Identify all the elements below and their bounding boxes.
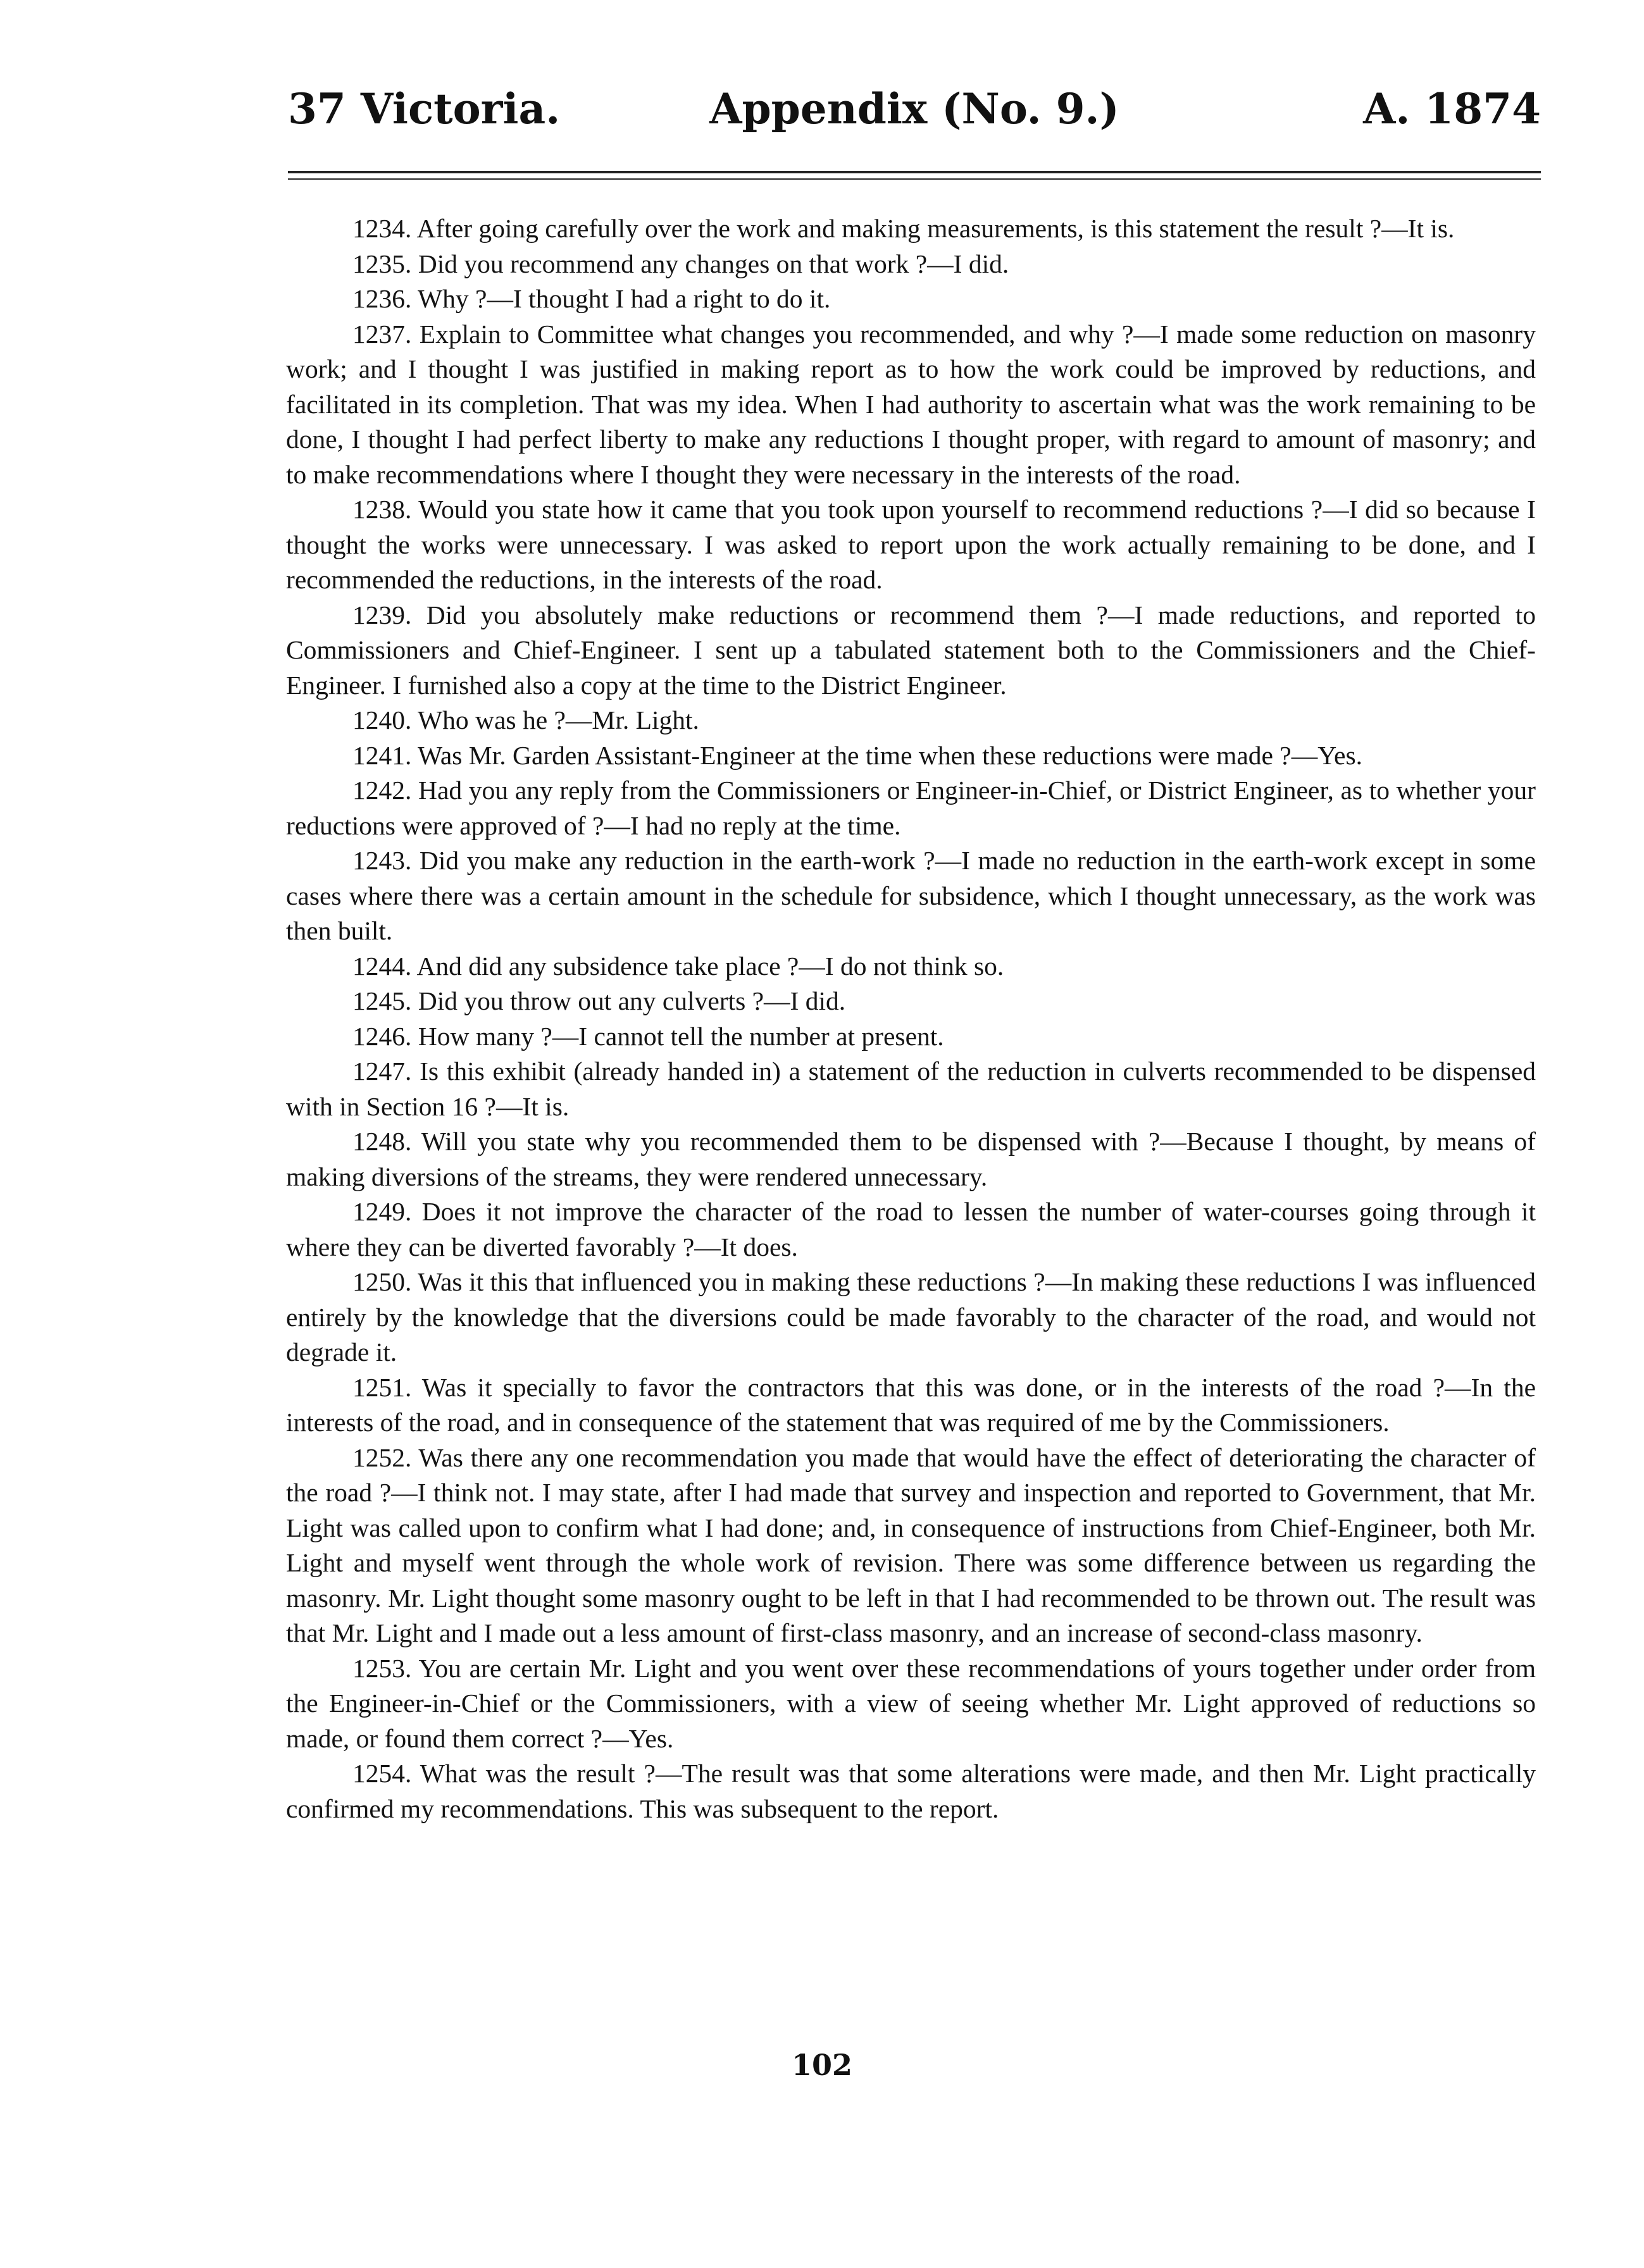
paragraph: 1245. Did you throw out any culverts ?—I did. [352,986,846,1015]
page-number: 102 [791,2048,853,2082]
header-appendix: Appendix (No. 9.) [709,84,1119,133]
paragraph: 1242. Had you any reply from the Commissioners or Engineer-in-Chief, or District Engineer, as to whether your reductions were approved of ?—I had no reply at the time. [286,776,1536,840]
page-header [288,84,1541,134]
header-rule-thin [288,178,1541,180]
paragraph: 1254. What was the result ?—The result was that some alterations were made, and then Mr. Light practically confirmed my recommendations. This was subsequent to the report. [286,1759,1536,1823]
paragraph: 1240. Who was he ?—Mr. Light. [352,705,699,734]
paragraph: 1253. You are certain Mr. Light and you went over these recommendations of yours together under order from the Engineer-in-Chief or the Commissioners, with a view of seeing whether Mr. Light approved of reductions so made, or found them correct ?—Yes. [286,1653,1536,1753]
paragraph: 1244. And did any subsidence take place ?—I do not think so. [352,951,1004,981]
paragraph: 1237. Explain to Committee what changes you recommended, and why ?—I made some reduction on masonry work; and I thought I was justified in making report as to how the work could be improved by reductions, and facilitated in its completion. That was my idea. When I had authority to ascertain what was the work remaining to be done, I thought I had perfect liberty to make any reductions I thought proper, with regard to amount of masonry; and to make recommendations where I thought they were necessary in the interests of the road. [286,319,1536,489]
paragraph: 1247. Is this exhibit (already handed in) a statement of the reduction in culverts recommended to be dispensed with in Section 16 ?—It is. [286,1057,1536,1121]
header-session: 37 Victoria. [288,84,561,133]
paragraph: 1252. Was there any one recommendation you made that would have the effect of deteriorating the character of the road ?—I think not. I may state, after I had made that survey and inspection and reported to Government, that Mr. Light was called upon to confirm what I had done; and, in consequence of instructions from Chief-Engineer, both Mr. Light and myself went through the whole work of revision. There was some difference between us regarding the masonry. Mr. Light thought some masonry ought to be left in that I had recommended to be thrown out. The result was that Mr. Light and I made out a less amount of first-class masonry, and an increase of second-class masonry. [286,1442,1536,1647]
paragraph: 1239. Did you absolutely make reductions or recommend them ?—I made reductions, and reported to Commissioners and Chief-Engineer. I sent up a tabulated statement both to the Commissioners and the Chief-Engineer. I furnished also a copy at the time to the District Engineer. [286,600,1536,700]
paragraph: 1248. Will you state why you recommended them to be dispensed with ?—Because I thought, by means of making diversions of the streams, they were rendered unnecessary. [286,1127,1536,1191]
paragraph: 1241. Was Mr. Garden Assistant-Engineer at the time when these reductions were made ?—Yes. [352,740,1362,770]
paragraph: 1234. After going carefully over the work and making measurements, is this statement the result ?—It is. [352,214,1455,243]
testimony-text [286,211,1536,1826]
paragraph: 1238. Would you state how it came that you took upon yourself to recommend reductions ?—I did so because I thought the works were unnecessary. I was asked to report upon the work actually remaining to be done, and I recommended the reductions, in the interests of the road. [286,495,1536,594]
paragraph: 1251. Was it specially to favor the contractors that this was done, or in the interests of the road ?—In the interests of the road, and in consequence of the statement that was required of me by the Commissioners. [286,1372,1536,1437]
header-rule [288,171,1541,173]
paragraph: 1250. Was it this that influenced you in making these reductions ?—In making these reductions I was influenced entirely by the knowledge that the diversions could be made favorably to the character of the road, and would not degrade it. [286,1267,1536,1366]
paragraph: 1236. Why ?—I thought I had a right to do it. [352,284,831,313]
header-year: A. 1874 [1363,84,1541,133]
paragraph: 1235. Did you recommend any changes on that work ?—I did. [352,249,1009,278]
paragraph: 1246. How many ?—I cannot tell the number at present. [352,1021,944,1051]
paragraph: 1243. Did you make any reduction in the earth-work ?—I made no reduction in the earth-work except in some cases where there was a certain amount in the schedule for subsidence, which I thought unnecessary, as the work was then built. [286,846,1536,945]
paragraph: 1249. Does it not improve the character of the road to lessen the number of water-courses going through it where they can be diverted favorably ?—It does. [286,1197,1536,1261]
